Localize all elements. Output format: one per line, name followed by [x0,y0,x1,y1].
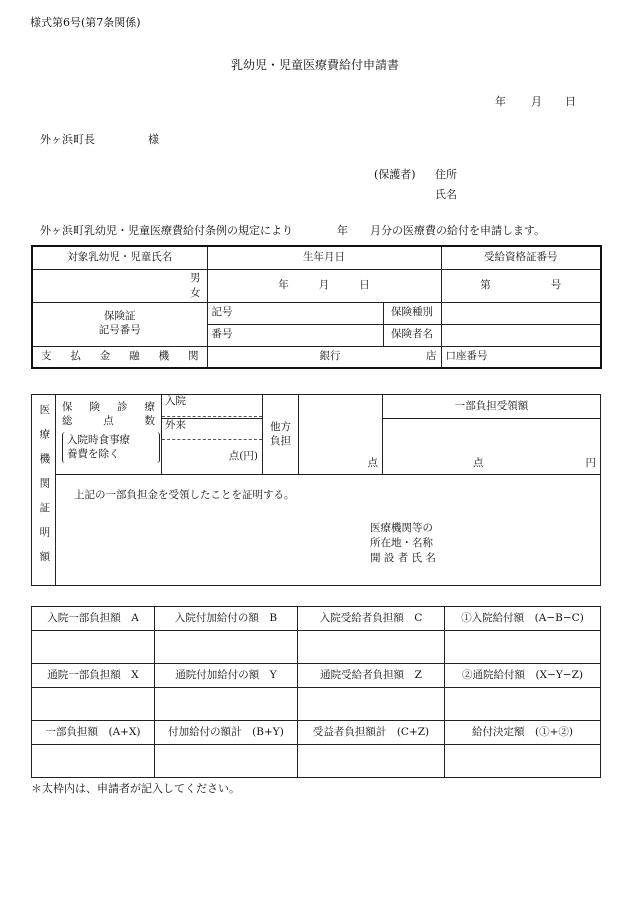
date-day: 日 [565,95,576,108]
outpatient-label: 外来 [162,419,262,440]
date-month: 月 [531,95,542,108]
meal-note [62,432,160,462]
partial-amount-cell[interactable] [383,419,601,475]
calc-header-partial-sum: 一部負担額 (A+X) [32,721,155,745]
calc-header-a: 入院一部負担額 A [32,607,155,631]
bango-cell[interactable]: 番号 [207,324,383,346]
page-title: 乳幼児・児童医療費給付申請書 [230,58,399,72]
calc-value-x[interactable] [32,688,155,721]
meal-note-2: 養費を除く [67,448,120,461]
birth-header: 生年月日 [207,246,441,269]
medical-cert-table [31,394,601,586]
calc-table [31,606,601,778]
insurer-name-label: 保険者名 [383,324,441,346]
bank-char: 支 [41,349,52,362]
date-year: 年 [495,95,506,108]
calc-value-b[interactable] [155,631,298,664]
child-name-header: 対象乳幼児・児童氏名 [32,246,207,269]
points-char: 総 [62,414,73,427]
calc-value-z[interactable] [298,688,445,721]
partial-header: 一部負担受領額 [383,395,601,419]
point-unit-2: 点 [473,457,484,470]
yen-unit: 円 [585,457,596,470]
other-burden-cell[interactable] [299,395,383,475]
calc-header-addition-sum: 付加給付の額計 (B+Y) [155,721,298,745]
meal-note-1: 入院時食事療 [67,434,130,447]
intro-year: 年 [337,224,348,237]
branch-suffix: 店 [426,349,437,362]
calc-header-decision: 給付決定額 (①+②) [445,721,601,745]
inpatient-label: 入院 [162,395,262,417]
points-char: 診 [117,401,128,413]
points-char: 点 [103,414,114,427]
female-label: 女 [190,286,201,299]
bank-char: 融 [129,349,140,362]
other-burden-1: 他方 [270,420,291,433]
birth-date-cell[interactable] [207,269,441,302]
cert-header: 受給資格証番号 [441,246,601,269]
calc-value-y[interactable] [155,688,298,721]
insurance-label-2: 記号番号 [98,324,141,336]
calc-value-decision[interactable] [445,745,601,778]
calc-header-x: 通院一部負担額 X [32,664,155,688]
points-label-cell [56,395,162,475]
calc-value-inpatient-total[interactable] [445,631,601,664]
calc-value-outpatient-total[interactable] [445,688,601,721]
insurance-type-cell[interactable] [441,302,601,324]
inst-label-3: 開 設 者 氏 名 [370,552,436,565]
insurance-label-1: 保険証 [104,310,136,323]
addressee-honorific: 様 [148,133,159,146]
other-burden-label [263,395,299,475]
points-char: 保 [62,401,73,413]
cert-number-cell[interactable] [441,269,601,302]
calc-header-y: 通院付加給付の額 Y [155,664,298,688]
kigo-cell[interactable]: 記号 [207,302,383,324]
medical-side-label-text: 医療機関証明額 [38,404,51,576]
certify-text: 上記の一部負担金を受領したことを証明する。 [74,489,295,501]
cert-no-suffix: 号 [550,278,562,291]
footnote: ＊太枠内は、申請者が記入してください。 [31,782,240,795]
form-number: 様式第6号(第7条関係) [30,16,141,29]
calc-header-c: 入院受給者負担額 C [298,607,445,631]
calc-value-partial-sum[interactable] [32,745,155,778]
child-name-cell[interactable] [32,269,207,302]
outpatient-cell[interactable] [162,419,263,475]
points-char: 数 [144,414,155,427]
calc-value-burden-sum[interactable] [298,745,445,778]
applicant-role: (保護者) [374,168,416,181]
bank-char: 関 [187,349,199,362]
calc-header-b: 入院付加給付の額 B [155,607,298,631]
applicant-table [31,245,602,369]
calc-value-addition-sum[interactable] [155,745,298,778]
calc-header-burden-sum: 受益者負担額計 (C+Z) [298,721,445,745]
intro-text-1: 外ヶ浜町乳幼児・児童医療費給付条例の規定により [40,224,293,237]
calc-header-z: 通院受給者負担額 Z [298,664,445,688]
inst-label-1: 医療機関等の [370,522,433,534]
birth-day: 日 [359,278,370,291]
calc-header-inpatient-total: ①入院給付額 (A−B−C) [445,607,601,631]
bank-char: 機 [158,349,170,362]
intro-text-2: 月分の医療費の給付を申請します。 [370,224,546,237]
points-char: 険 [89,401,100,413]
birth-year: 年 [278,278,289,291]
bank-char: 払 [70,349,81,362]
bank-cell[interactable] [207,346,441,368]
applicant-name-label: 氏名 [435,188,457,201]
insurance-type-label: 保険種別 [383,302,441,324]
insurance-label [32,302,207,346]
point-unit: 点 [367,457,378,470]
insurer-name-cell[interactable] [441,324,601,346]
inpatient-cell[interactable] [162,395,263,419]
bank-suffix: 銀行 [319,349,341,362]
calc-value-c[interactable] [298,631,445,664]
applicant-address-label: 住所 [435,168,457,181]
certification-area[interactable] [56,475,601,586]
medical-side-label [32,395,56,586]
points-char: 療 [144,401,155,413]
male-label: 男 [190,272,201,285]
calc-value-a[interactable] [32,631,155,664]
bank-label [32,346,207,368]
points-yen-label: 点(円) [228,450,258,462]
other-burden-2: 負担 [270,434,291,447]
birth-month: 月 [318,278,330,291]
cert-no-prefix: 第 [480,278,491,291]
bank-char: 金 [99,349,111,362]
addressee-name: 外ヶ浜町長 [40,133,95,146]
account-number-cell[interactable]: 口座番号 [441,346,601,368]
calc-header-outpatient-total: ②通院給付額 (X−Y−Z) [445,664,601,688]
inst-label-2: 所在地・名称 [370,537,433,550]
